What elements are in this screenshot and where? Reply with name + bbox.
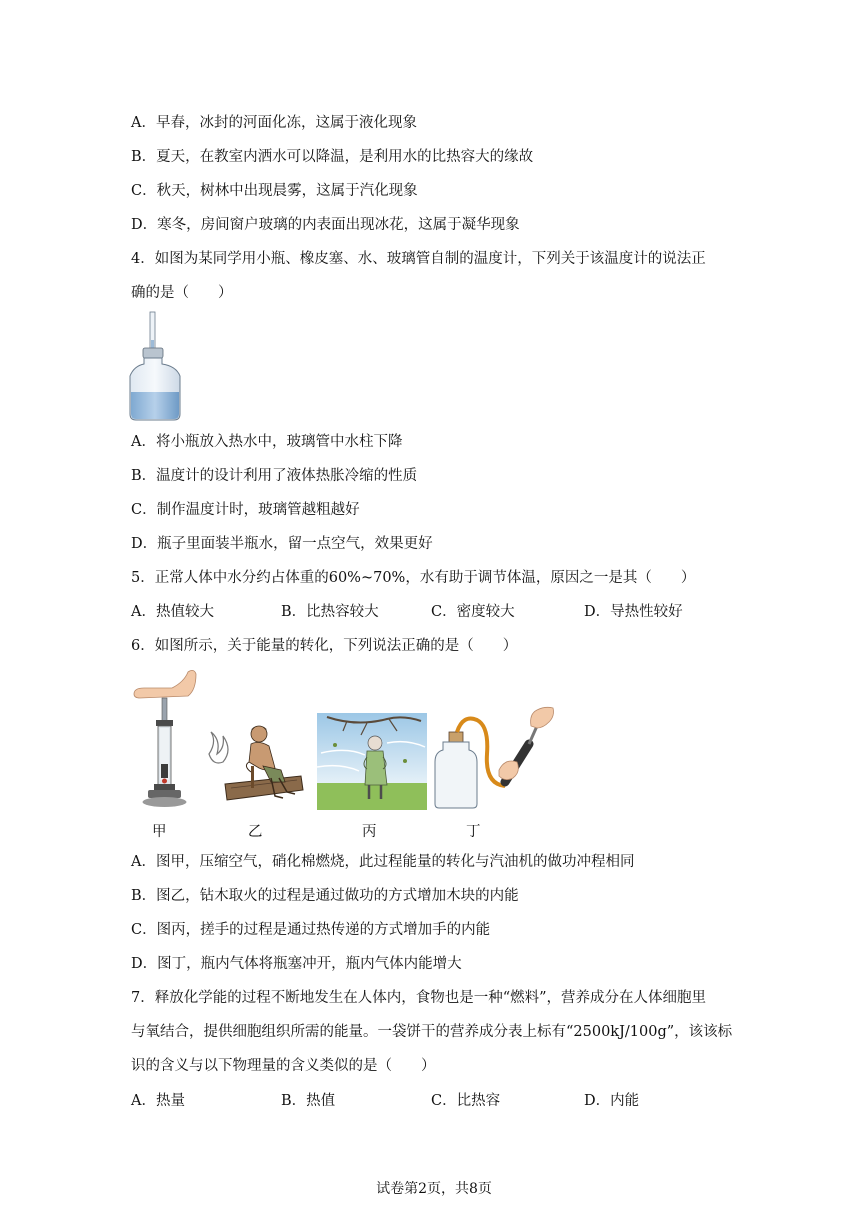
q3-option-d: D．寒冬，房间窗户玻璃的内表面出现冰花，这属于凝华现象 xyxy=(131,217,520,233)
q7-stem-line1: 7．释放化学能的过程不断地发生在人体内，食物也是一种“燃料”，营养成分在人体细胞里 xyxy=(131,990,707,1006)
bottle-pump-figure xyxy=(433,704,557,810)
q4-stem-line1: 4．如图为某同学用小瓶、橡皮塞、水、玻璃管自制的温度计，下列关于该温度计的说法正 xyxy=(131,251,706,267)
figure-caption-ding: 丁 xyxy=(466,824,481,840)
q7-option-c: C．比热容 xyxy=(431,1093,501,1109)
q7-option-d: D．内能 xyxy=(584,1093,640,1109)
q6-option-d: D．图丁，瓶内气体将瓶塞冲开，瓶内气体内能增大 xyxy=(131,956,462,972)
q7-options xyxy=(131,1091,731,1111)
q3-option-c: C．秋天，树林中出现晨雾，这属于汽化现象 xyxy=(131,183,418,199)
q6-option-c: C．图丙，搓手的过程是通过热传递的方式增加手的内能 xyxy=(131,922,491,938)
q7-option-a: A．热量 xyxy=(131,1093,185,1109)
q5-option-a: A．热值较大 xyxy=(131,604,214,620)
q4-option-a: A．将小瓶放入热水中，玻璃管中水柱下降 xyxy=(131,434,403,450)
q4-option-c: C．制作温度计时，玻璃管越粗越好 xyxy=(131,502,360,518)
thermometer-bottle-figure xyxy=(128,310,188,422)
q5-stem: 5．正常人体中水分约占体重的60%~70%，水有助于调节体温，原因之一是其（ ） xyxy=(131,570,696,586)
q5-option-c: C．密度较大 xyxy=(431,604,515,620)
figure-caption-bing: 丙 xyxy=(362,824,377,840)
page-footer: 试卷第2页，共8页 xyxy=(376,1181,492,1197)
q7-stem-line3: 识的含义与以下物理量的含义类似的是（ ） xyxy=(131,1058,436,1074)
fire-piston-figure xyxy=(132,668,198,810)
q6-option-a: A．图甲，压缩空气，硝化棉燃烧，此过程能量的转化与汽油机的做功冲程相同 xyxy=(131,854,635,870)
figure-caption-jia: 甲 xyxy=(152,824,167,840)
rubbing-hands-figure xyxy=(317,713,427,810)
q6-option-b: B．图乙，钻木取火的过程是通过做功的方式增加木块的内能 xyxy=(131,888,519,904)
q4-stem-line2: 确的是（ ） xyxy=(131,285,233,301)
q3-option-a: A．早春，冰封的河面化冻，这属于液化现象 xyxy=(131,115,417,131)
q7-option-b: B．热值 xyxy=(281,1093,336,1109)
q3-option-b: B．夏天，在教室内洒水可以降温，是利用水的比热容大的缘故 xyxy=(131,149,534,165)
q5-option-d: D．导热性较好 xyxy=(584,604,683,620)
drill-fire-figure xyxy=(205,722,305,810)
q5-options xyxy=(131,602,731,622)
q4-option-b: B．温度计的设计利用了液体热胀冷缩的性质 xyxy=(131,468,418,484)
q4-option-d: D．瓶子里面装半瓶水，留一点空气，效果更好 xyxy=(131,536,433,552)
q6-stem: 6．如图所示，关于能量的转化，下列说法正确的是（ ） xyxy=(131,638,518,654)
figure-caption-yi: 乙 xyxy=(248,824,263,840)
q5-option-b: B．比热容较大 xyxy=(281,604,379,620)
q7-stem-line2: 与氧结合，提供细胞组织所需的能量。一袋饼干的营养成分表上标有“2500kJ/100g”，该该标 xyxy=(131,1024,733,1040)
